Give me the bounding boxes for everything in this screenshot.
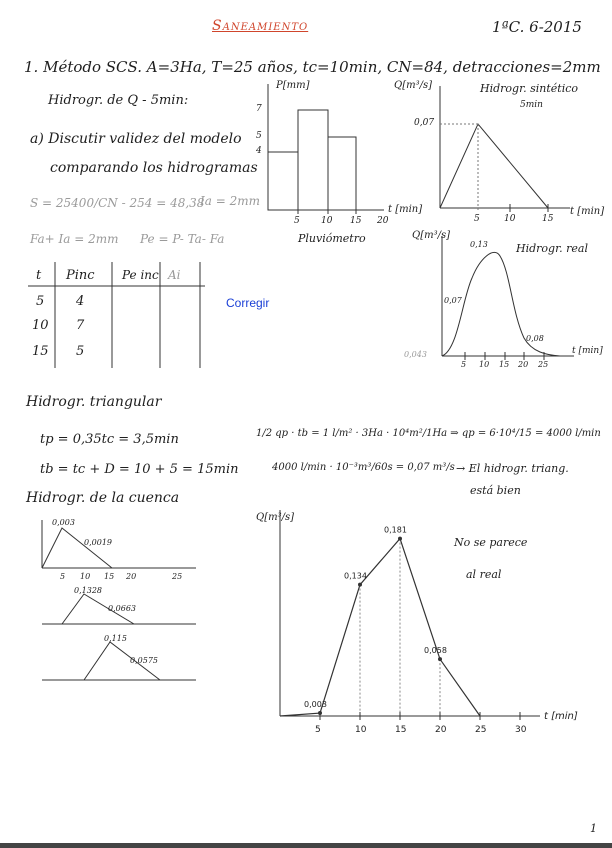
big-x-tick-label: 10	[355, 725, 367, 735]
big-data-point	[438, 657, 442, 661]
cuenca-heading: Hidrogr. de la cuenca	[26, 490, 180, 506]
mini-xtick: 20	[126, 572, 137, 581]
fa-ia: Fa+ Ia = 2mm	[30, 232, 119, 246]
problem-statement: 1. Método SCS. A=3Ha, T=25 años, tc=10min, CN=84, detracciones=2mm	[24, 58, 601, 76]
big-x-tick-label: 25	[475, 725, 487, 735]
table-header-ai: Ai	[168, 268, 181, 282]
big-x-tick-label: 15	[395, 725, 407, 735]
pe-formula: Pe = P- Ta- Fa	[140, 232, 225, 246]
table-header-pinc: Pinc	[66, 268, 95, 283]
pluvio-ytick: 7	[256, 104, 262, 114]
part-a-line1: a) Discutir validez del modelo	[30, 131, 242, 147]
big-data-point	[358, 583, 362, 587]
sintetico-peak: 0,07	[414, 118, 435, 128]
table-row-pinc: 5	[76, 344, 85, 359]
real-xtick: 15	[499, 360, 510, 369]
table-row-t: 5	[36, 294, 45, 309]
ia-value: Ia = 2mm	[200, 194, 260, 208]
mini-xtick: 10	[80, 572, 91, 581]
sintetico-xtick: 5	[474, 214, 480, 224]
mini-xtick: 5	[60, 572, 66, 581]
page-number: 1	[590, 822, 597, 835]
sintetico-xtick: 10	[504, 214, 516, 224]
s-formula: S = 25400/CN - 254 = 48,38	[30, 196, 205, 210]
page-title: Saneamiento	[212, 18, 309, 34]
real-title: Hidrogr. real	[516, 242, 588, 255]
real-label: 0,13	[470, 240, 488, 249]
table-header-t: t	[36, 268, 42, 283]
big-x-tick-label: 30	[515, 725, 527, 735]
table-row-t: 10	[32, 318, 49, 333]
pluvio-xtick: 10	[321, 216, 333, 226]
real-xtick: 10	[479, 360, 490, 369]
pluvio-ytick: 4	[256, 146, 262, 156]
mini1-label: 0,0019	[84, 538, 112, 547]
big-data-label: 0,134	[344, 571, 367, 581]
qp-conversion: 4000 l/min · 10⁻³m³/60s = 0,07 m³/s	[272, 462, 455, 473]
course-date: 1ªC. 6-2015	[492, 18, 582, 36]
pluvio-ytick: 5	[256, 131, 262, 141]
qp-equation: 1/2 qp · tb = 1 l/m² · 3Ha · 10⁴m²/1Ha ⇒ qp = 6·10⁴/15 = 4000 l/min	[256, 428, 601, 439]
big-x-tick-label: 5	[315, 725, 321, 735]
mini2-label: 0,0663	[108, 604, 136, 613]
pluvio-caption: Pluviómetro	[298, 232, 366, 245]
big-data-label: 0,181	[384, 525, 407, 535]
big-ylabel: Q[m³/s]	[256, 512, 294, 523]
sintetico-title: Hidrogr. sintético	[480, 82, 579, 95]
big-note: No se parece	[454, 536, 528, 549]
sintetico-xlabel: t [min]	[570, 206, 605, 217]
sintetico-xtick: 15	[542, 214, 554, 224]
table-row-pinc: 7	[76, 318, 85, 333]
bottom-scan-edge	[0, 843, 612, 848]
mini2-label: 0,1328	[74, 586, 102, 595]
big-data-point	[398, 537, 402, 541]
mini3-label: 0,115	[104, 634, 127, 643]
big-x-label: t [min]	[544, 711, 578, 722]
tb-formula: tb = tc + D = 10 + 5 = 15min	[40, 462, 239, 477]
triangular-conclusion: → El hidrogr. triang.	[456, 462, 569, 475]
sintetico-subtitle: 5min	[520, 100, 543, 110]
table-header-peinc: Pe inc	[122, 268, 159, 282]
real-ylabel: Q[m³/s]	[412, 230, 450, 241]
pluvio-ylabel: P[mm]	[276, 80, 310, 91]
corregir-link[interactable]: Corregir	[226, 296, 270, 310]
big-x-tick-label: 20	[435, 725, 447, 735]
big-series-line	[280, 539, 480, 716]
real-xtick: 20	[518, 360, 529, 369]
real-xtick: 25	[538, 360, 549, 369]
mini3-label: 0,0575	[130, 656, 158, 665]
triangular-heading: Hidrogr. triangular	[26, 394, 162, 410]
pluvio-xlabel: t [min]	[388, 204, 423, 215]
problem-subtitle: Hidrogr. de Q - 5min:	[48, 93, 189, 108]
pluvio-xtick: 20	[377, 216, 389, 226]
mini-xtick: 25	[172, 572, 183, 581]
mini-xtick: 15	[104, 572, 115, 581]
big-note: al real	[466, 568, 502, 581]
mini1-label: 0,003	[52, 518, 75, 527]
sintetico-ylabel: Q[m³/s]	[394, 80, 432, 91]
pluvio-xtick: 15	[350, 216, 362, 226]
tp-formula: tp = 0,35tc = 3,5min	[40, 432, 179, 447]
real-xlabel: t [min]	[572, 346, 603, 356]
pluvio-xtick: 5	[294, 216, 300, 226]
part-a-line2: comparando los hidrogramas	[50, 160, 258, 176]
triangular-conclusion: está bien	[470, 484, 521, 497]
big-data-label: 0,003	[304, 700, 327, 710]
real-xtick: 5	[461, 360, 467, 369]
table-row-t: 15	[32, 344, 49, 359]
big-data-label: 0,058	[424, 646, 447, 656]
real-label: 0,043	[404, 350, 427, 359]
real-label: 0,07	[444, 296, 462, 305]
real-label: 0,08	[526, 334, 544, 343]
table-row-pinc: 4	[76, 294, 85, 309]
